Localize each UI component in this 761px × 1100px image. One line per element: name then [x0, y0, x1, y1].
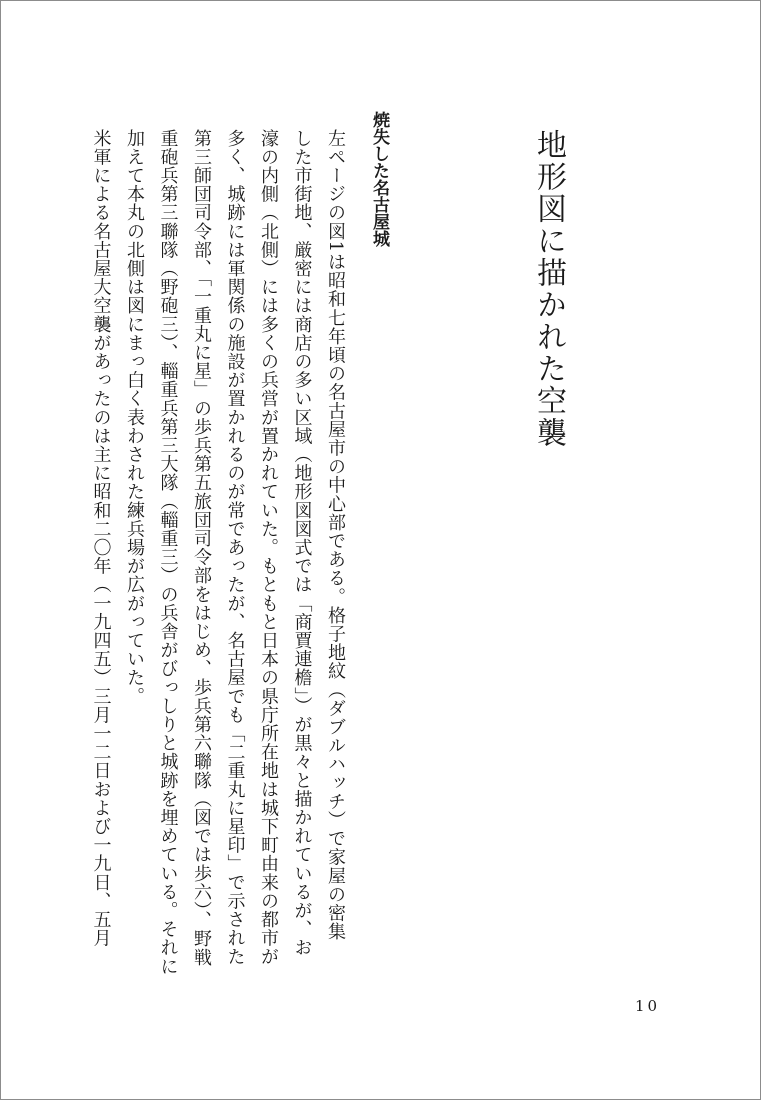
text-column: 第三師団司令部、「一重丸に星」の歩兵第五旅団司令部をはじめ、歩兵第六聯隊（図では歩六）、野戦	[191, 129, 212, 967]
text-column: 重砲兵第三聯隊（野砲三）、輜重兵第三大隊（輜重三）の兵舎がびっしりと城跡を埋めている。それに	[157, 129, 179, 976]
body-text	[84, 129, 352, 989]
text-column: 左ページの図1は昭和七年頃の名古屋市の中心部である。格子地紋（ダブルハッチ）で家屋の密集	[325, 129, 346, 941]
section-heading: 焼失した名古屋城	[369, 111, 389, 247]
page-number: 10	[635, 997, 661, 1015]
text-column: した市街地、厳密には商店の多い区域（地形図図式では「商賈連檐」）が黒々と描かれているが、お	[291, 129, 313, 957]
text-column: 多く、城跡には軍関係の施設が置かれるのが常であったが、名古屋でも「二重丸に星印」で示された	[224, 129, 246, 966]
text-column: 加えて本丸の北側は図にまっ白く表わされた練兵場が広がっていた。	[124, 129, 145, 706]
text-column: 米軍による名古屋大空襲があったのは主に昭和二〇年（一九四五）三月一二日および一九日、五月	[90, 129, 112, 948]
text-column: 濠の内側（北側）には多くの兵営が置かれていた。もともと日本の県庁所在地は城下町由来の都市が	[258, 129, 279, 966]
page-title: 地形図に描かれた空襲	[531, 129, 566, 449]
